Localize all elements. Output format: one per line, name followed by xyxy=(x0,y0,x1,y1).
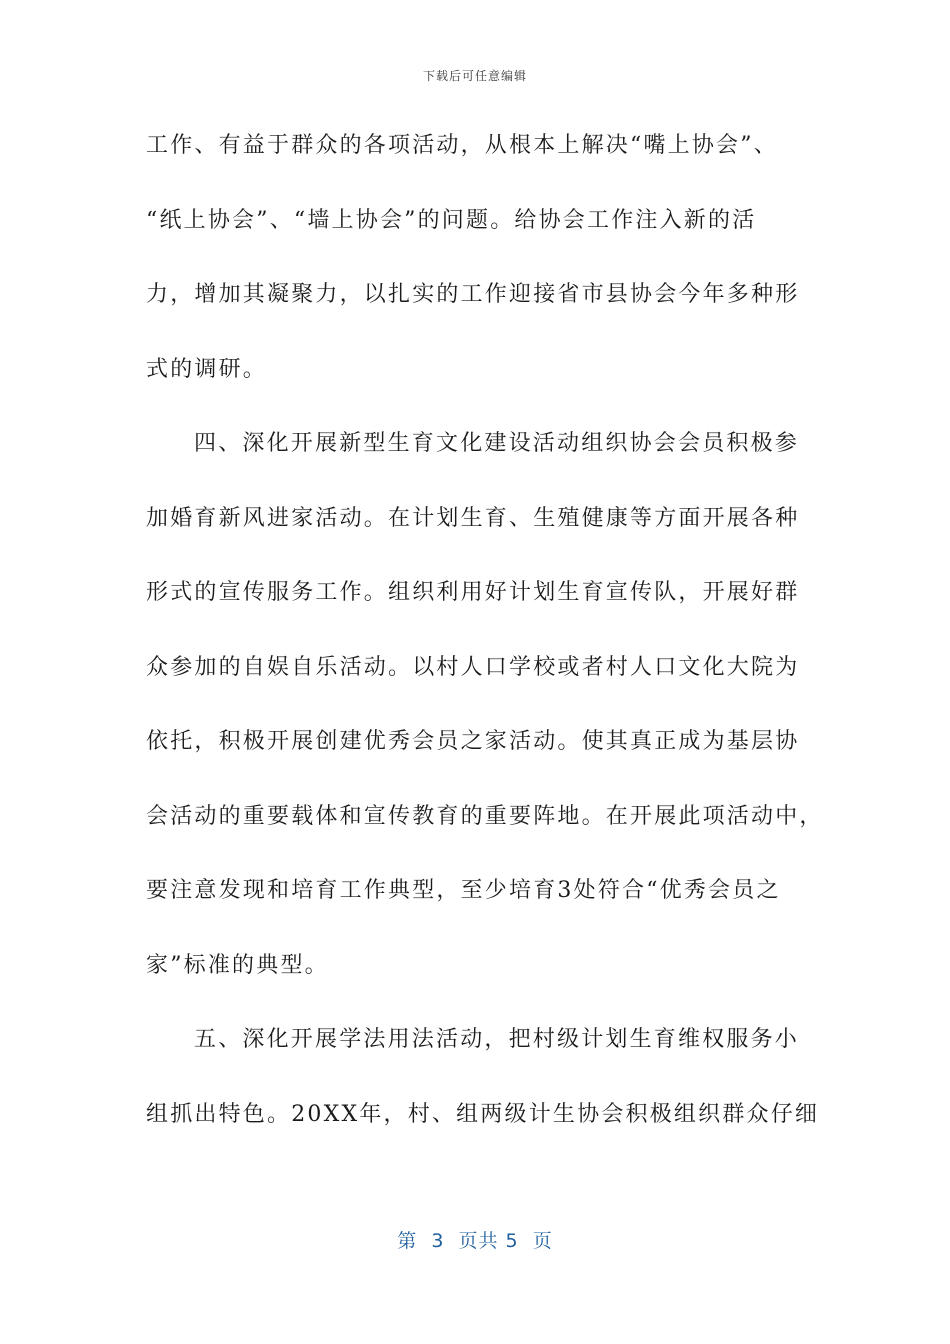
text-line: 家”标准的典型。 xyxy=(146,952,329,978)
text-line: 众参加的自娱自乐活动。以村人口学校或者村人口文化大院为 xyxy=(146,654,800,680)
text-line: 要注意发现和培育工作典型，至少培育3处符合“优秀会员之 xyxy=(146,878,781,903)
document-body xyxy=(146,124,824,1167)
text-line: 力，增加其凝聚力，以扎实的工作迎接省市县协会今年多种形 xyxy=(146,282,800,307)
text-line: “纸上协会”、“墙上协会”的问题。给协会工作注入新的活 xyxy=(146,207,757,233)
text-line: 式的调研。 xyxy=(146,356,268,382)
text-line: 会活动的重要载体和宣传教育的重要阵地。在开展此项活动中， xyxy=(146,803,824,829)
text-line: 依托，积极开展创建优秀会员之家活动。使其真正成为基层协 xyxy=(146,729,800,754)
text-line: 组抓出特色。20XX年，村、组两级计生协会积极组织群众仔细 xyxy=(146,1101,820,1127)
page-number: 第 3 页共 5 页 xyxy=(397,1230,553,1252)
text-line: 形式的宣传服务工作。组织利用好计划生育宣传队，开展好群 xyxy=(146,580,800,605)
text-line: 工作、有益于群众的各项活动，从根本上解决“嘴上协会”、 xyxy=(146,133,778,158)
paragraph-start-line: 五、深化开展学法用法活动，把村级计划生育维权服务小 xyxy=(194,1027,800,1052)
header-note: 下载后可任意编辑 xyxy=(422,69,527,83)
text-line: 加婚育新风进家活动。在计划生育、生殖健康等方面开展各种 xyxy=(146,505,800,531)
paragraph-start-line: 四、深化开展新型生育文化建设活动组织协会会员积极参 xyxy=(194,431,800,456)
